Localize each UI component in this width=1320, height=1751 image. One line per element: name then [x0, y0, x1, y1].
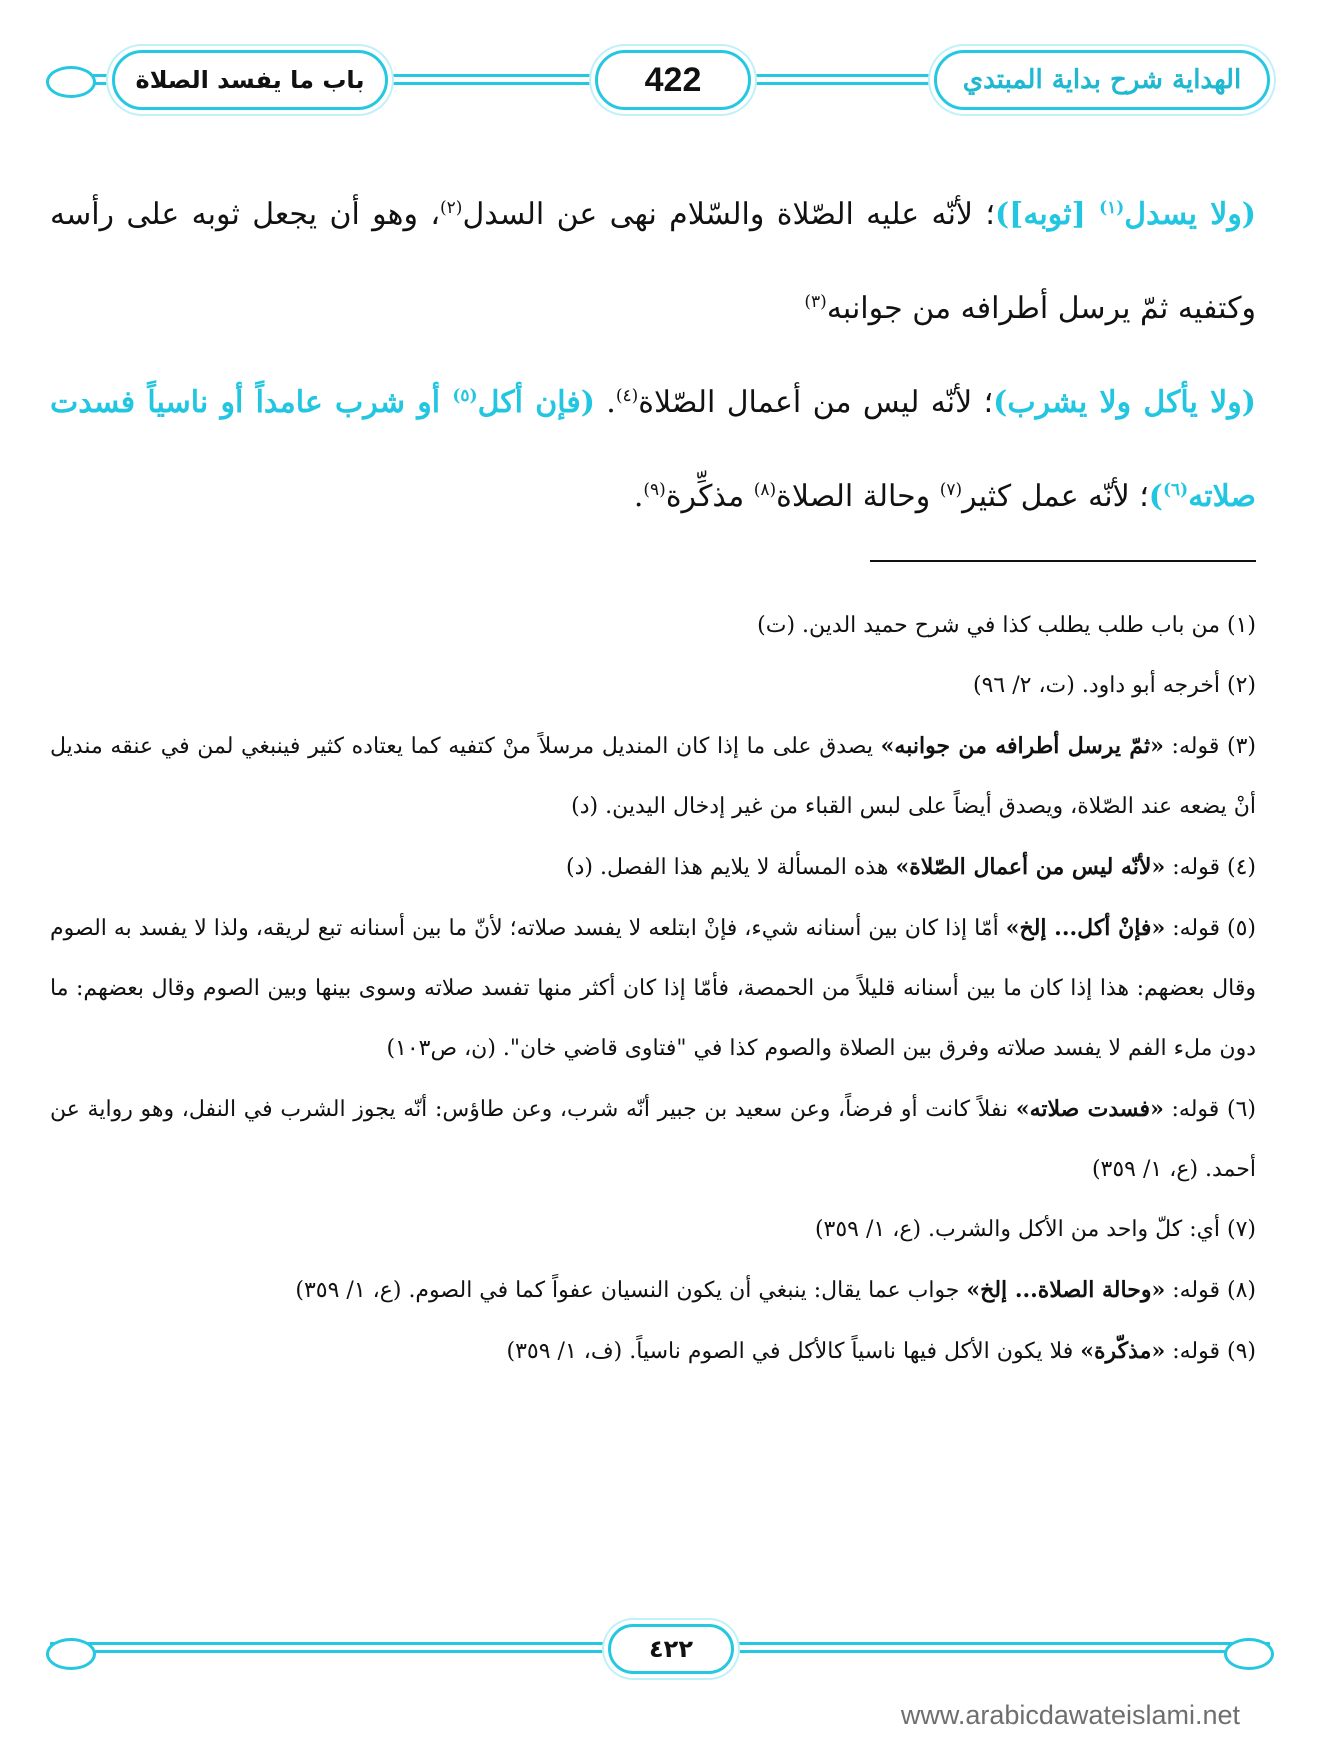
- footnote-text: نفلاً كانت أو فرضاً، وعن سعيد بن جبير أنّه شرب، وعن طاؤس: أنّه يجوز الشرب في النفل، وهو رواية عن أحمد. (ع، ١/ ٣٥٩): [50, 1097, 1256, 1182]
- page-footer: [50, 1616, 1270, 1676]
- footnote-ref: (٨): [753, 480, 777, 500]
- footnote-ref: (٣): [804, 292, 827, 312]
- page-header: [50, 44, 1270, 114]
- footer-page-frame: [608, 1624, 734, 1674]
- footnote-separator: [870, 560, 1256, 562]
- footnote-9: [50, 1321, 1256, 1382]
- book-title-frame: [934, 50, 1270, 110]
- footnote-6: [50, 1079, 1256, 1200]
- chapter-title: باب ما يفسد الصلاة: [135, 66, 365, 94]
- footnote-ref: (١): [1099, 198, 1125, 218]
- footnote-7: (٧) أي: كلّ واحد من الأكل والشرب. (ع، ١/ ٣٥٩): [814, 1217, 1256, 1242]
- book-title: الهداية شرح بداية المبتدي: [962, 65, 1242, 95]
- ornament-left: [46, 66, 96, 98]
- sharh-text: ؛ لأنّه عمل كثير: [962, 479, 1149, 514]
- footnote-label: (٤) قوله:: [1165, 855, 1256, 880]
- matn-text: أو شرب عامداً أو ناسياً فسدت صلاته: [50, 385, 1256, 514]
- footnote-quote: «لأنّه ليس من أعمال الصّلاة»: [895, 854, 1166, 880]
- footnote-ref: (٤): [615, 386, 639, 406]
- page-number-frame: [595, 50, 751, 110]
- website-link[interactable]: www.arabicdawateislami.net: [900, 1700, 1240, 1730]
- paragraph-2: [50, 356, 1256, 544]
- footnote-text: فلا يكون الأكل فيها ناسياً كالأكل في الصوم ناسياً. (ف، ١/ ٣٥٩): [506, 1339, 1081, 1364]
- matn-text: (ولا يسدل: [1124, 197, 1256, 232]
- footnote-ref: (٩): [643, 480, 666, 500]
- footnote-3: [50, 716, 1256, 837]
- sharh-text: مذكِّرة: [665, 479, 754, 514]
- matn-text: ): [1148, 479, 1163, 514]
- footnote-label: (٥) قوله:: [1165, 916, 1256, 941]
- matn-text: [ثوبه]): [994, 197, 1100, 232]
- footnote-label: (٦) قوله:: [1163, 1097, 1256, 1122]
- footnotes: [50, 596, 1256, 1382]
- ornament-left: [46, 1638, 96, 1670]
- sharh-text: .: [594, 385, 616, 420]
- sharh-text: ؛ لأنّه عليه الصّلاة والسّلام نهى عن السدل: [462, 197, 995, 232]
- footnote-8: [50, 1260, 1256, 1321]
- footnote-ref: (٢): [440, 198, 463, 218]
- footnote-quote: «فسدت صلاته»: [1015, 1096, 1164, 1122]
- footnote-ref: (٦): [1162, 480, 1189, 500]
- sharh-text: ؛ لأنّه ليس من أعمال الصّلاة: [638, 385, 994, 420]
- footnote-quote: «مذكّرة»: [1080, 1338, 1166, 1364]
- matn-text: (فإن أكل: [477, 385, 595, 420]
- footnote-4: [50, 837, 1256, 898]
- footnote-quote: «ثمّ يرسل أطرافه من جوانبه»: [880, 733, 1164, 759]
- footnote-text: أمّا إذا كان بين أسنانه شيء، فإنْ ابتلعه لا يفسد صلاته؛ لأنّ ما بين أسنانه تبع لريقه، ولذا لا يفسد به الصوم وقال بعضهم: هذا إذا كان ما بين أسنانه قليلاً من الحمصة، فأمّا إذا كان أكثر منها تفسد صلاته وسوى بينها وبين الصوم وقال بعضهم: ما دون ملء الفم لا يفسد صلاته وفرق بين الصلاة والصوم كذا في "فتاوى قاضي خان". (ن، ص١٠٣): [50, 916, 1256, 1061]
- footnote-text: جواب عما يقال: ينبغي أن يكون النسيان عفواً كما في الصوم. (ع، ١/ ٣٥٩): [295, 1278, 967, 1303]
- footer-page-number: ٤٢٢: [649, 1635, 693, 1663]
- footnote-ref: (٥): [452, 386, 478, 406]
- footnote-label: (٣) قوله:: [1163, 734, 1256, 759]
- sharh-text: ، وهو أن يجعل ثوبه على رأسه وكتفيه ثمّ يرسل أطرافه من جوانبه: [50, 197, 1256, 326]
- footnote-5: [50, 898, 1256, 1079]
- sharh-text: .: [633, 479, 644, 514]
- footnote-2: (٢) أخرجه أبو داود. (ت، ٢/ ٩٦): [972, 673, 1256, 698]
- footnote-quote: «فإنْ أكل... إلخ»: [1005, 915, 1166, 941]
- footnote-label: (٩) قوله:: [1165, 1339, 1256, 1364]
- main-text: [50, 168, 1256, 544]
- sharh-text: وحالة الصلاة: [776, 479, 940, 514]
- page-number: 422: [644, 60, 702, 99]
- footnote-label: (٨) قوله:: [1165, 1278, 1256, 1303]
- footnote-quote: «وحالة الصلاة... إلخ»: [966, 1277, 1166, 1303]
- ornament-right: [1224, 1638, 1274, 1670]
- chapter-title-frame: [112, 50, 388, 110]
- paragraph-1: [50, 168, 1256, 356]
- matn-text: (ولا يأكل ولا يشرب): [993, 385, 1256, 420]
- footnote-text: هذه المسألة لا يلايم هذا الفصل. (د): [566, 855, 896, 880]
- footnote-text: يصدق على ما إذا كان المنديل مرسلاً منْ كتفيه كما يعتاده كثير فينبغي لمن في عنقه منديل أنْ يضعه عند الصّلاة، ويصدق أيضاً على لبس القباء من غير إدخال اليدين. (د): [50, 734, 1256, 819]
- footnote-1: (١) من باب طلب يطلب كذا في شرح حميد الدين. (ت): [757, 613, 1256, 638]
- footnote-ref: (٧): [939, 480, 963, 500]
